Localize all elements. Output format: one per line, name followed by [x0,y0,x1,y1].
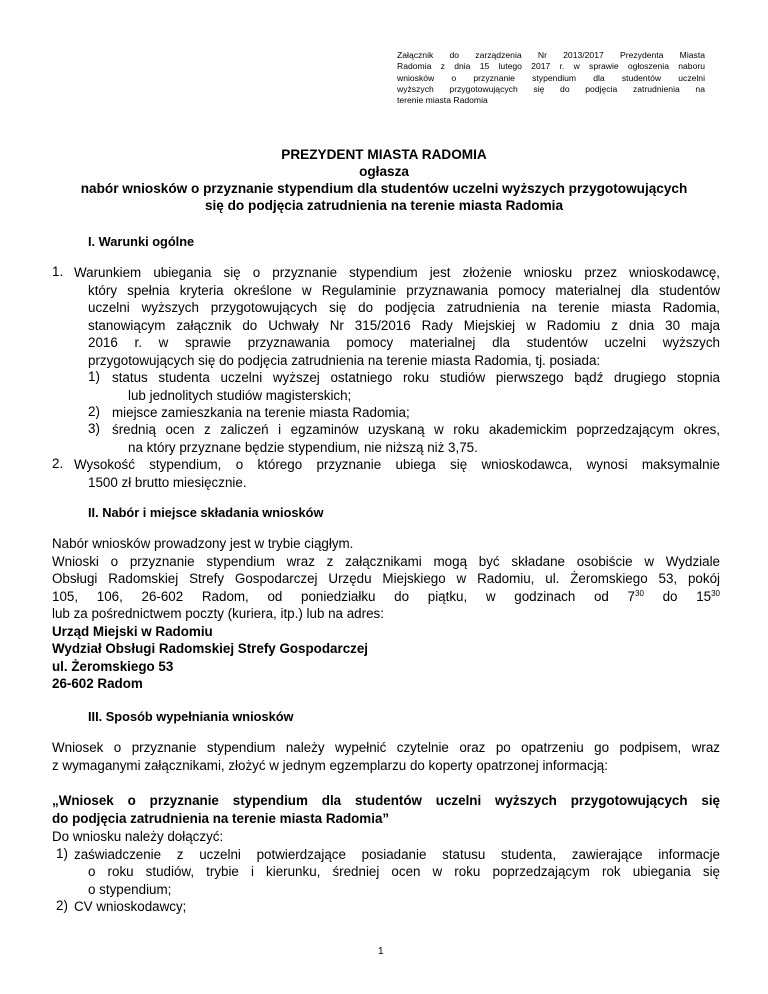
text-line: na który przyznane będzie stypendium, nie niższą niż 3,75. [128,439,478,455]
text-line-hours [52,588,720,606]
header-note-line: Radomia z dnia 15 lutego 2017 r. w sprawie ogłoszenia naboru [397,61,705,72]
paragraph [52,535,720,693]
sublist-item [112,404,720,422]
sublist-item-continuation [128,439,720,457]
page-number: 1 [378,946,384,957]
text-line: zaświadczenie z uczelni potwierdzające posiadanie statusu studenta, zawierające informacje [74,846,720,862]
superscript: 30 [635,588,644,598]
section-heading-3: III. Sposób wypełniania wniosków [88,709,294,724]
title-line: się do podjęcia zatrudnienia na terenie miasta Radomia [204,198,564,213]
text-fragment: do 15 [643,588,712,604]
text-line: 2016 r. w sprawie przyznawania pomocy materialnej dla studentów uczelni wyższych [88,335,720,350]
text-line: Wniosek o przyznanie stypendium należy wypełnić czytelnie oraz po opatrzeniu go podpisem, wraz [52,740,720,755]
superscript: 30 [711,588,720,598]
list-number: 2. [52,456,64,471]
text-line: średnią ocen z zaliczeń i egzaminów uzyskaną w roku akademickim poprzedzającym okres, [112,422,720,437]
list-item-continuation [88,282,720,370]
title-line: ogłasza [359,164,409,179]
sublist-item [112,421,720,439]
address-line: 26-602 Radom [52,676,143,691]
text-line: uczelni wyższych przygotowujących się do podjęcia zatrudnienia na terenie miasta Radomia, [88,300,720,315]
text-line: 1500 zł brutto miesięcznie. [88,474,247,490]
text-line: miejsce zamieszkania na terenie miasta Radomia; [112,405,410,420]
title-line: PREZYDENT MIASTA RADOMIA [281,147,487,162]
header-note-line: wniosków o przyznanie stypendium dla studentów uczelni [397,72,705,83]
envelope-label [52,792,720,827]
list-item-continuation [88,474,720,492]
sublist-item [112,369,720,387]
text-line: o roku studiów, trybie i kierunku, średniej ocen w roku poprzedzającym rok ubiegania się [88,864,720,879]
text-line: Wnioski o przyznanie stypendium wraz z załącznikami mogą być składane osobiście w Wydziale [52,553,720,569]
section-heading-1: I. Warunki ogólne [88,234,195,249]
text-line: Do wniosku należy dołączyć: [52,829,224,844]
sublist-number: 2) [88,404,100,419]
list-number: 1. [52,264,64,279]
text-line: z wymaganymi załącznikami, złożyć w jednym egzemplarzu do koperty opatrzonej informacją: [52,757,608,773]
text-fragment: 105, 106, 26-602 Radom, od poniedziałku do piątku, w godzinach od 7 [52,588,636,604]
sublist-item-continuation [88,863,720,898]
text-line: CV wnioskodawcy; [74,899,187,914]
paragraph [52,739,720,774]
address-line: ul. Żeromskiego 53 [52,658,174,674]
header-note-line: wyższych przygotowujących się do podjęcia zatrudnienia na [397,83,705,94]
header-note-line: terenie miasta Radomia [397,95,488,106]
text-line: Warunkiem ubiegania się o przyznanie stypendium jest złożenie wniosku przez wnioskodawcę, [74,265,720,280]
text-line: status studenta uczelni wyższej ostatniego roku studiów pierwszego bądź drugiego stopnia [112,370,720,385]
address-line: Wydział Obsługi Radomskiej Strefy Gospodarczej [52,641,369,656]
header-note [397,50,705,106]
text-line: „Wniosek o przyznanie stypendium dla studentów uczelni wyższych przygotowujących się [52,793,720,808]
text-line: stanowiącym załącznik do Uchwały Nr 315/2016 Rady Miejskiej w Radomiu z dnia 30 maja [88,317,720,333]
text-line: lub za pośrednictwem poczty (kuriera, itp.) lub na adres: [52,606,384,621]
list-item [74,456,720,474]
title-line: nabór wniosków o przyznanie stypendium dla studentów uczelni wyższych przygotowujących [80,181,688,196]
text-line: Wysokość stypendium, o którego przyznanie ubiega się wnioskodawca, wynosi maksymalnie [74,457,720,472]
address-line: Urząd Miejski w Radomiu [52,623,213,639]
list-item [74,264,720,282]
document-title [20,146,748,214]
text-line: Nabór wniosków prowadzony jest w trybie ciągłym. [52,536,354,551]
text-line: lub jednolitych studiów magisterskich; [128,387,352,403]
text-line: Obsługi Radomskiej Strefy Gospodarczej Urzędu Miejskiego w Radomiu, ul. Żeromskiego 53, pokój [52,571,720,586]
sublist-item [74,898,720,916]
paragraph [52,828,720,846]
sublist-number: 3) [88,421,100,436]
sublist-number: 1) [88,369,100,384]
text-line: o stypendium; [88,881,172,897]
text-line: który spełnia kryteria określone w Regulaminie przyznawania pomocy materialnej dla studentów [88,282,720,298]
header-note-line: Załącznik do zarządzenia Nr 2013/2017 Prezydenta Miasta [397,50,705,60]
section-heading-2: II. Nabór i miejsce składania wniosków [88,505,324,520]
sublist-item-continuation [128,387,720,405]
text-line: przygotowujących się do podjęcia zatrudnienia na terenie miasta Radomia, tj. posiada: [88,352,601,368]
sublist-number: 2) [56,898,68,913]
sublist-number: 1) [56,845,68,861]
sublist-item [74,846,720,864]
text-line: do podjęcia zatrudnienia na terenie miasta Radomia” [52,810,390,826]
